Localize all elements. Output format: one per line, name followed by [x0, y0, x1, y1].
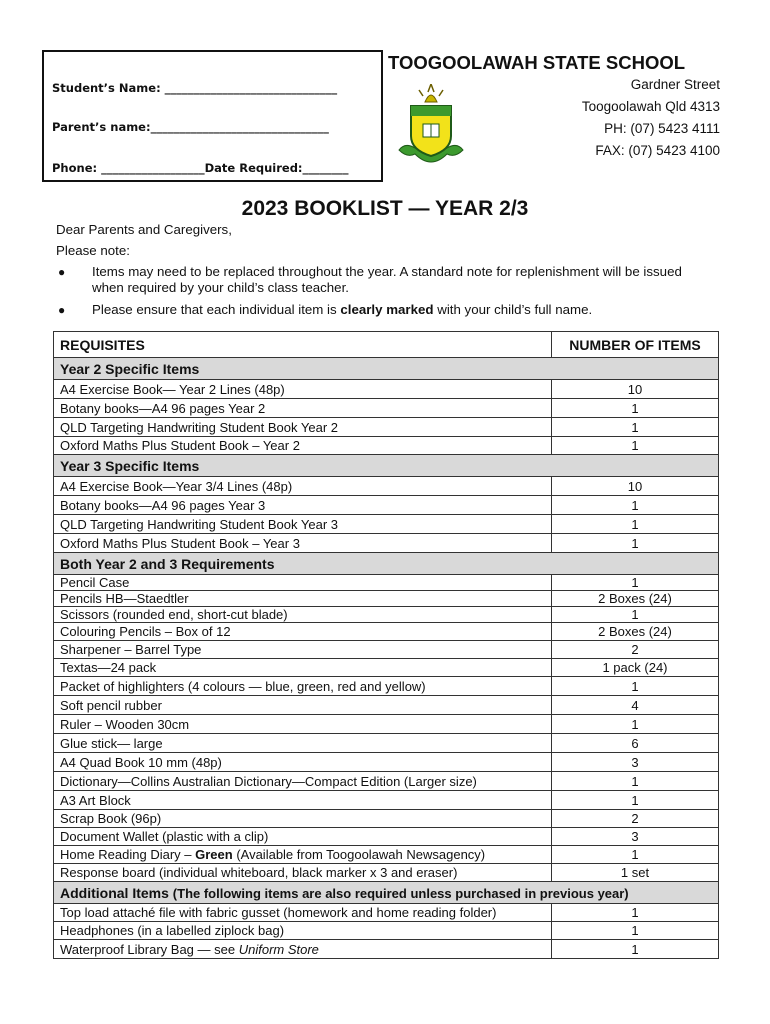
school-town: Toogoolawah Qld 4313	[581, 99, 720, 114]
table-row: Botany books—A4 96 pages Year 3 1	[54, 496, 719, 515]
school-name: TOOGOOLAWAH STATE SCHOOL	[388, 52, 686, 73]
section-year-2: Year 2 Specific Items	[54, 358, 719, 380]
note-label: Please note:	[56, 243, 130, 258]
parent-name-field[interactable]: Parent’s name:_______________________________	[52, 120, 329, 134]
section-year-3: Year 3 Specific Items	[54, 455, 719, 477]
table-row: A4 Quad Book 10 mm (48p) 3	[54, 753, 719, 772]
table-row: Dictionary—Collins Australian Dictionary—Compact Edition (Larger size) 1	[54, 772, 719, 791]
page-title: 2023 BOOKLIST — YEAR 2/3	[241, 197, 529, 220]
table-row: Scissors (rounded end, short-cut blade) 1	[54, 607, 719, 623]
table-row: QLD Targeting Handwriting Student Book Year 3 1	[54, 515, 719, 534]
school-fax: FAX: (07) 5423 4100	[595, 143, 720, 158]
student-details-box	[42, 50, 383, 182]
table-row: Oxford Maths Plus Student Book – Year 3 1	[54, 534, 719, 553]
greeting: Dear Parents and Caregivers,	[56, 222, 232, 237]
table-row: Document Wallet (plastic with a clip) 3	[54, 828, 719, 846]
table-row: A4 Exercise Book—Year 3/4 Lines (48p) 10	[54, 477, 719, 496]
table-row: Oxford Maths Plus Student Book – Year 2 1	[54, 437, 719, 455]
table-row: A4 Exercise Book— Year 2 Lines (48p) 10	[54, 380, 719, 399]
school-phone: PH: (07) 5423 4111	[604, 121, 720, 136]
table-row: Packet of highlighters (4 colours — blue, green, red and yellow) 1	[54, 677, 719, 696]
bullet-replacement-note: Items may need to be replaced throughout the year. A standard note for replenishment will be issued when required by your child’s class teacher.	[92, 264, 682, 295]
table-row: Pencils HB—Staedtler 2 Boxes (24)	[54, 591, 719, 607]
table-row: Waterproof Library Bag — see Uniform Store 1	[54, 940, 719, 959]
number-header: NUMBER OF ITEMS	[552, 332, 719, 358]
school-street: Gardner Street	[630, 77, 720, 92]
section-both-years: Both Year 2 and 3 Requirements	[54, 553, 719, 575]
phone-date-field[interactable]: Phone: __________________Date Required:________	[52, 161, 349, 175]
table-row: Ruler – Wooden 30cm 1	[54, 715, 719, 734]
table-row: Response board (individual whiteboard, black marker x 3 and eraser) 1 set	[54, 864, 719, 882]
table-header-row	[54, 332, 719, 358]
bullet-dot: ●	[58, 265, 66, 279]
table-row: QLD Targeting Handwriting Student Book Year 2 1	[54, 418, 719, 437]
bullet-dot: ●	[58, 303, 66, 317]
table-row: Scrap Book (96p) 2	[54, 810, 719, 828]
school-crest-icon	[395, 84, 467, 170]
table-row: Colouring Pencils – Box of 12 2 Boxes (24)	[54, 623, 719, 641]
section-additional-items: Additional Items (The following items are also required unless purchased in previous year)	[54, 882, 719, 904]
table-row: Home Reading Diary – Green (Available from Toogoolawah Newsagency) 1	[54, 846, 719, 864]
table-row: Glue stick— large 6	[54, 734, 719, 753]
table-row: Top load attaché file with fabric gusset (homework and home reading folder) 1	[54, 904, 719, 922]
booklist-table	[53, 331, 719, 959]
table-row: Sharpener – Barrel Type 2	[54, 641, 719, 659]
table-row: Botany books—A4 96 pages Year 2 1	[54, 399, 719, 418]
bullet-marking-note: Please ensure that each individual item is clearly marked with your child’s full name.	[92, 302, 593, 317]
table-row: Soft pencil rubber 4	[54, 696, 719, 715]
table-row: Headphones (in a labelled ziplock bag) 1	[54, 922, 719, 940]
student-name-field[interactable]: Student’s Name: ______________________________	[52, 81, 338, 95]
requisites-header: REQUISITES	[54, 332, 552, 358]
table-row: A3 Art Block 1	[54, 791, 719, 810]
table-row: Textas—24 pack 1 pack (24)	[54, 659, 719, 677]
table-row: Pencil Case 1	[54, 575, 719, 591]
